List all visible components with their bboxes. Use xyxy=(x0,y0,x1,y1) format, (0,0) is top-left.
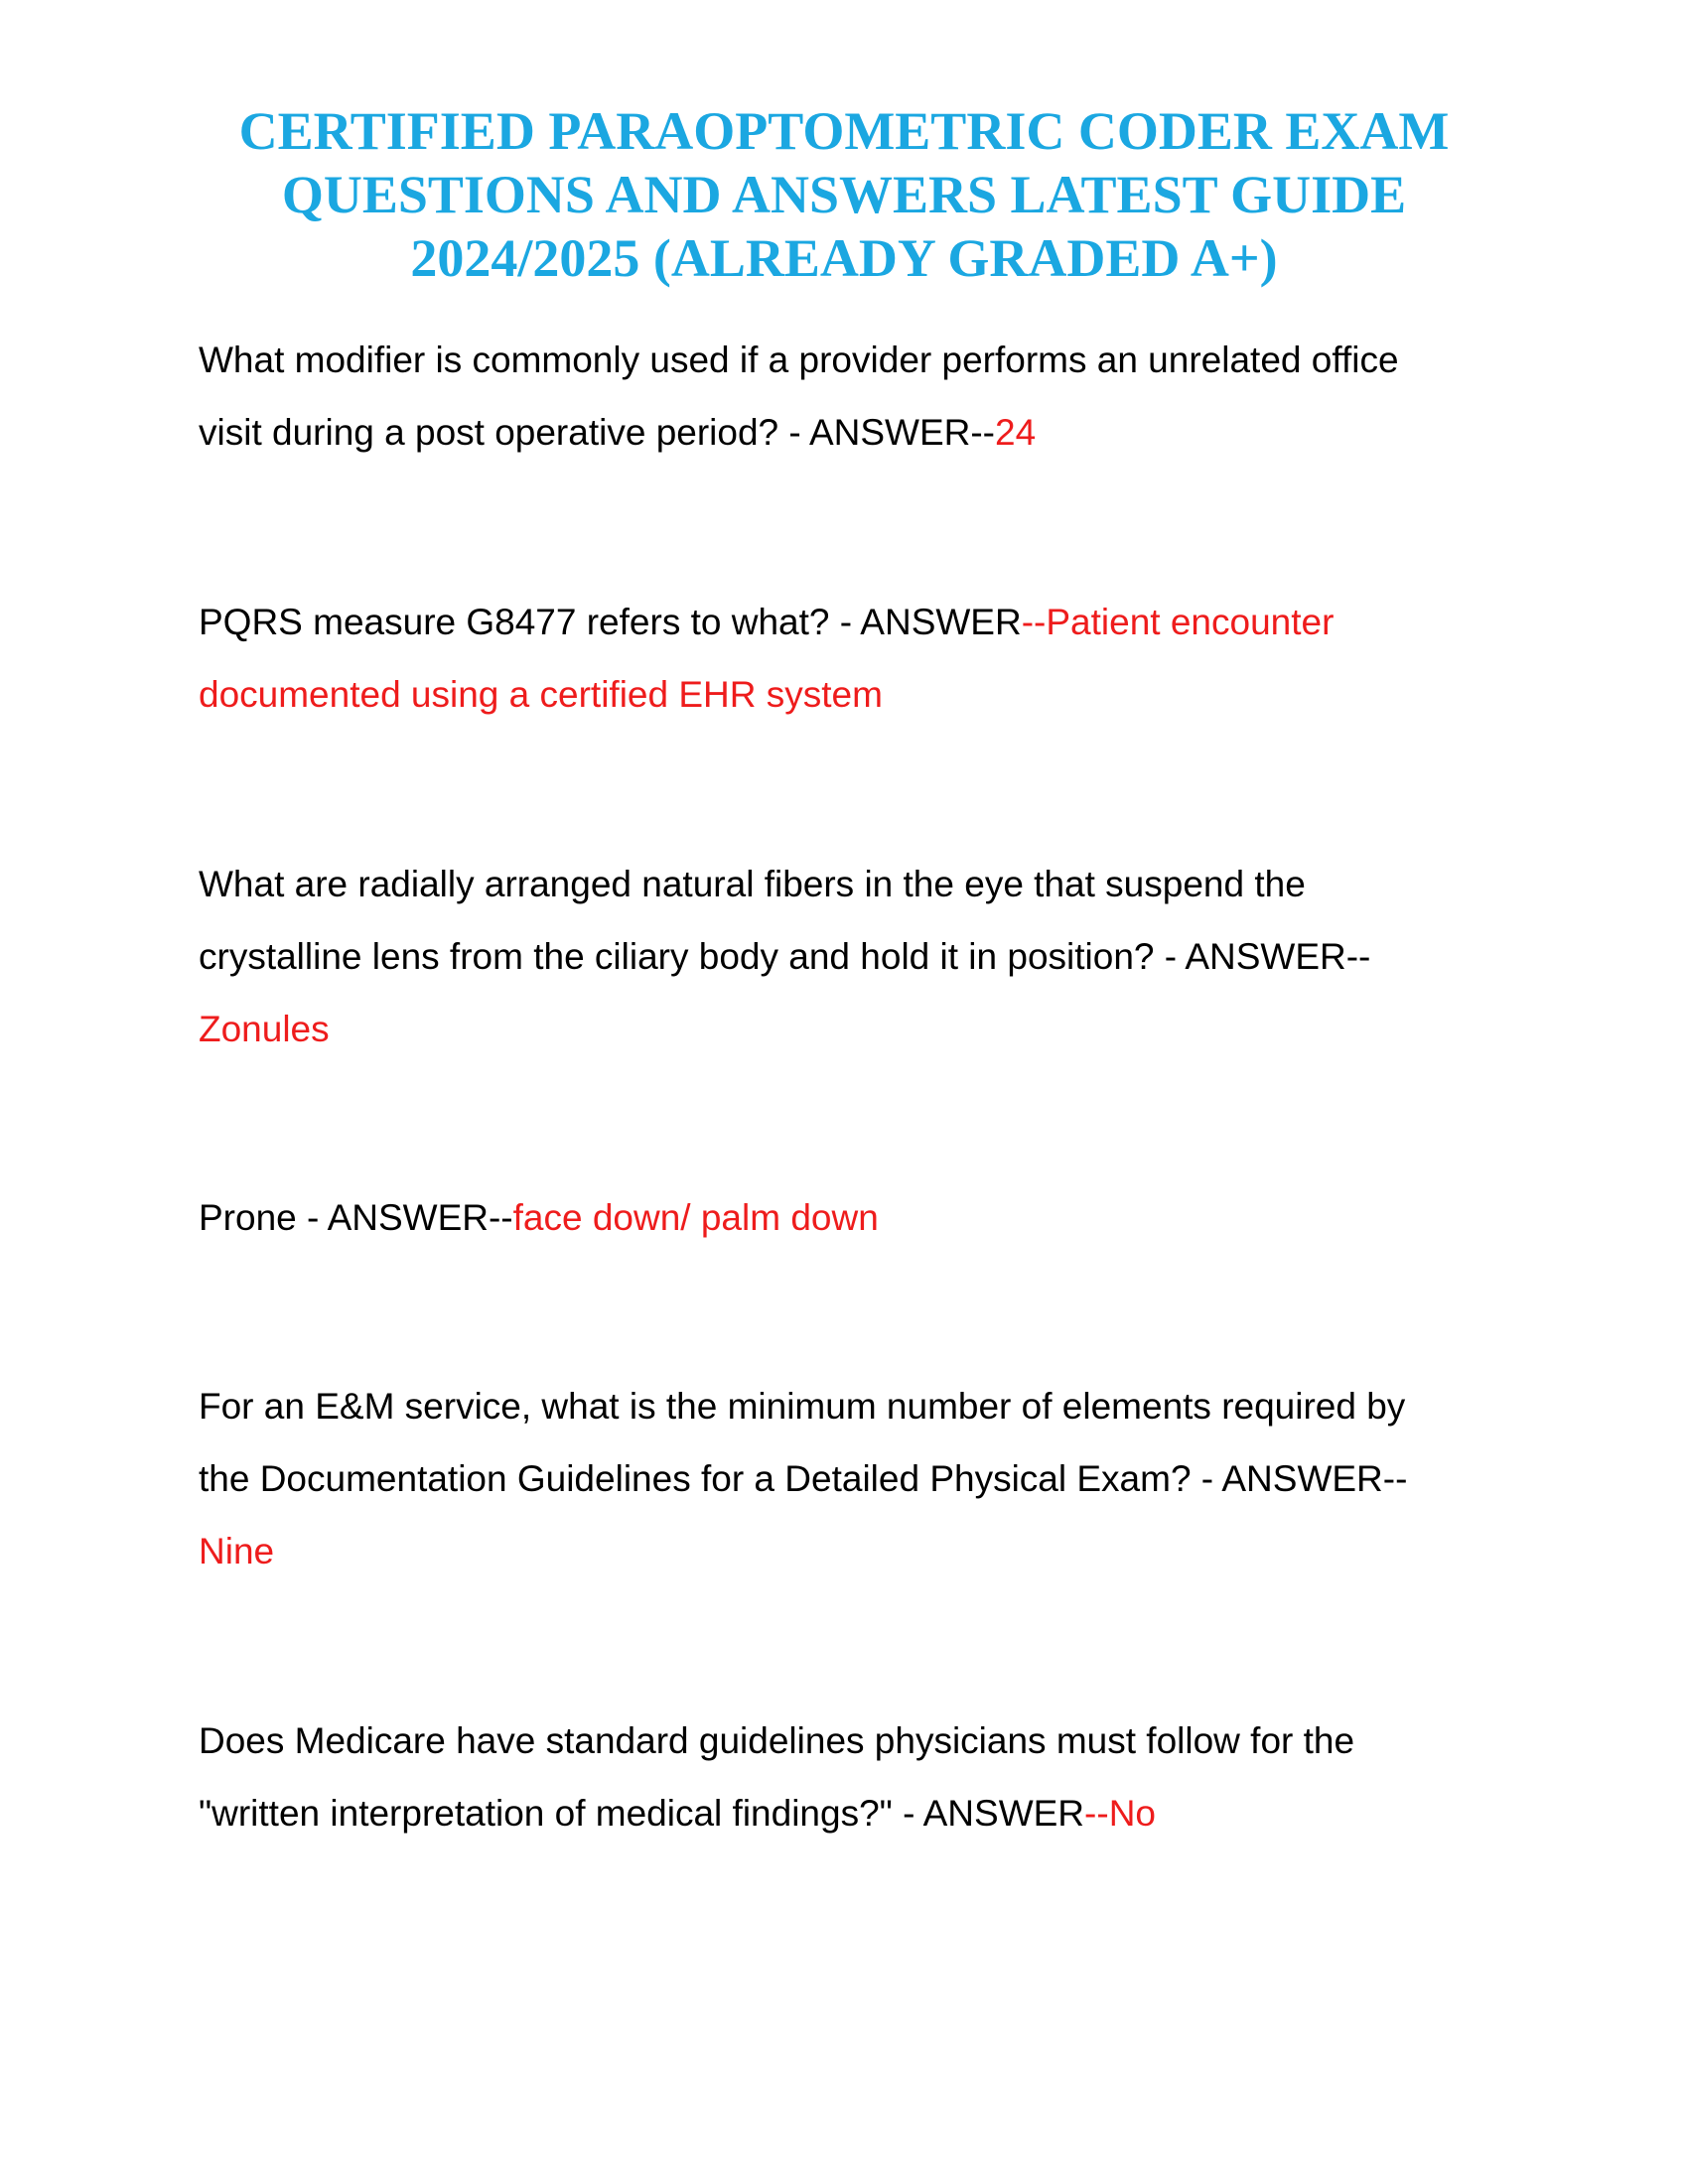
question-text: What modifier is commonly used if a provider performs an unrelated office xyxy=(199,340,1399,380)
answer-dash: -- xyxy=(1021,602,1047,642)
answer-text: Patient encounter xyxy=(1046,602,1335,642)
qa-item-4 xyxy=(199,1181,1499,1254)
question-text: "written interpretation of medical findings?" - ANSWER xyxy=(199,1793,1085,1834)
question-text: the Documentation Guidelines for a Detailed Physical Exam? - ANSWER-- xyxy=(199,1458,1408,1499)
question-text: Prone - ANSWER-- xyxy=(199,1197,513,1238)
qa-item-3 xyxy=(199,848,1499,1065)
answer-text: 24 xyxy=(995,412,1037,453)
qa-item-2 xyxy=(199,586,1499,731)
question-text: crystalline lens from the ciliary body and hold it in position? - ANSWER-- xyxy=(199,936,1371,977)
qa-item-5 xyxy=(199,1370,1499,1587)
answer-text: Nine xyxy=(199,1531,275,1571)
question-text: What are radially arranged natural fibers in the eye that suspend the xyxy=(199,864,1306,904)
answer-text: No xyxy=(1108,1793,1156,1834)
question-text: PQRS measure G8477 refers to what? - ANSWER xyxy=(199,602,1022,642)
title-line-3: 2024/2025 (ALREADY GRADED A+) xyxy=(410,228,1278,288)
document-title xyxy=(149,99,1539,290)
title-line-1: CERTIFIED PARAOPTOMETRIC CODER EXAM xyxy=(238,101,1450,161)
qa-item-6 xyxy=(199,1705,1499,1849)
qa-item-1 xyxy=(199,324,1499,469)
question-text: For an E&M service, what is the minimum number of elements required by xyxy=(199,1386,1406,1427)
title-line-2: QUESTIONS AND ANSWERS LATEST GUIDE xyxy=(281,165,1407,224)
answer-text: face down/ palm down xyxy=(512,1197,879,1238)
answer-text: documented using a certified EHR system xyxy=(199,674,883,715)
question-text: Does Medicare have standard guidelines physicians must follow for the xyxy=(199,1720,1355,1761)
answer-dash: -- xyxy=(1084,1793,1109,1834)
answer-text: Zonules xyxy=(199,1009,330,1049)
question-text: visit during a post operative period? - ANSWER-- xyxy=(199,412,996,453)
